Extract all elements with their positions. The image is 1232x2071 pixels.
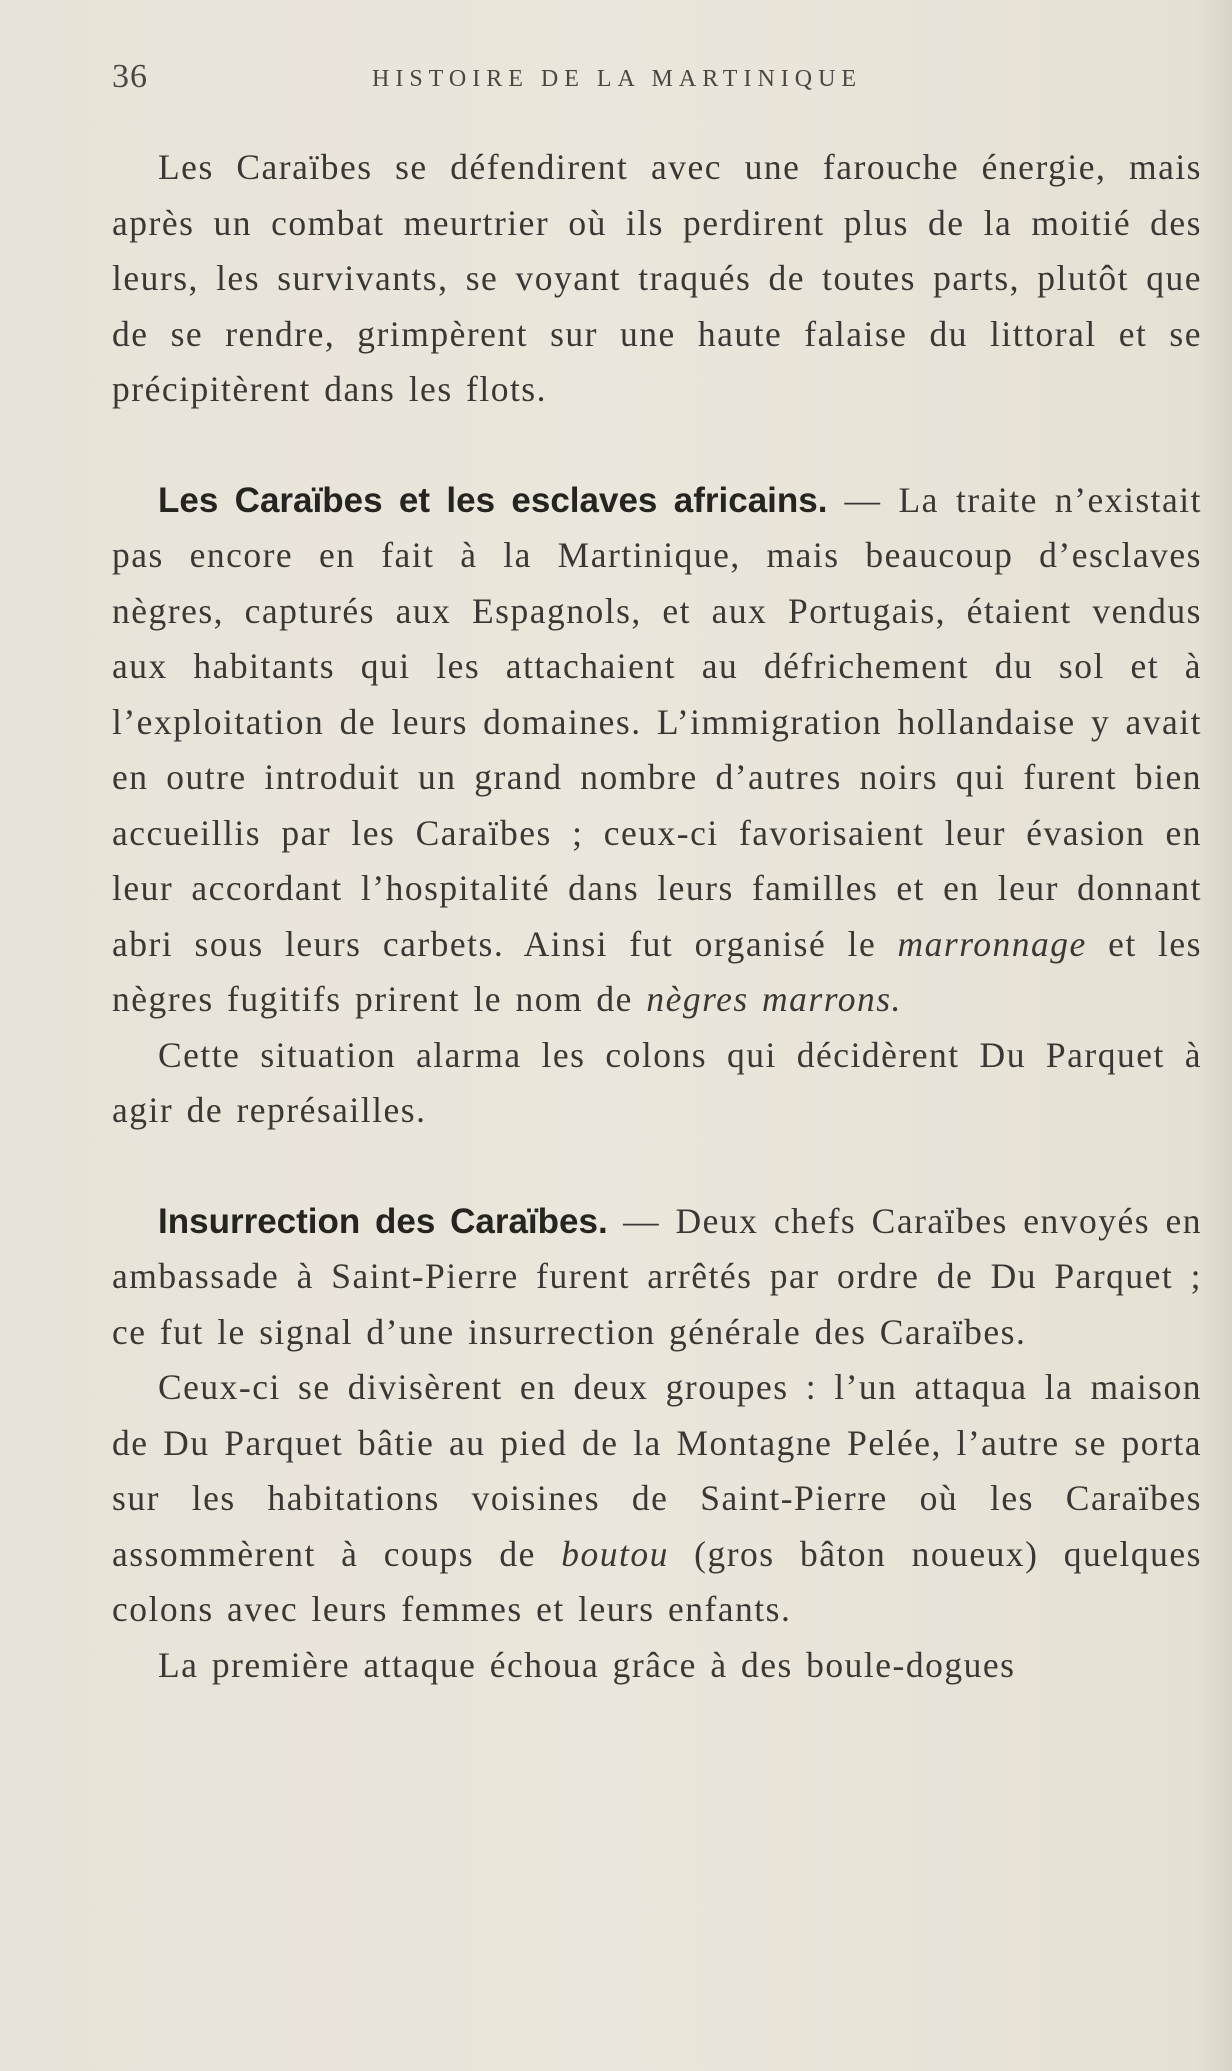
paragraph-caribs-and-slaves	[112, 473, 1202, 1028]
italic-term-marronnage: marronnage	[897, 923, 1087, 964]
page-header	[112, 58, 1202, 108]
paragraph-first-attack: La première attaque échoua grâce à des boule-dogues	[158, 1644, 1016, 1685]
paragraph-text: et les nègres fugitifs prirent le nom de	[112, 923, 1202, 1019]
body-text	[112, 140, 1202, 1693]
paragraph-text: Ceux-ci se divisèrent en deux groupes : l’un attaqua la maison de Du Parquet bâtie au pied de la Montagne Pelée, l’autre se porta sur les habitations voisines de Saint-Pierre où les Caraïbes assommèrent à coups de	[112, 1367, 1202, 1574]
section-heading-insurrection: Insurrection des Caraïbes.	[158, 1201, 608, 1241]
paragraph-text: (gros bâton noueux) quelques colons avec leurs femmes et leurs enfants.	[112, 1533, 1202, 1629]
paragraph-insurrection	[112, 1194, 1202, 1361]
paragraph-two-groups	[112, 1360, 1202, 1638]
paragraph-text: — Deux chefs Caraïbes envoyés en ambassade à Saint-Pierre furent arrêtés par ordre de Du Parquet ; ce fut le signal d’une insurrection générale des Caraïbes.	[112, 1200, 1202, 1352]
running-title: HISTOIRE DE LA MARTINIQUE	[372, 66, 863, 92]
paragraph-colonists-alarm: Cette situation alarma les colons qui décidèrent Du Parquet à agir de représailles.	[112, 1034, 1202, 1130]
page-number: 36	[112, 58, 148, 95]
italic-term-boutou: boutou	[561, 1533, 669, 1574]
italic-term-negres-marrons: nègres marrons.	[646, 979, 902, 1019]
section-heading-caribs-and-slaves: Les Caraïbes et les esclaves africains.	[158, 480, 828, 520]
paragraph-caribs-defense: Les Caraïbes se défendirent avec une farouche énergie, mais après un combat meurtrier où ils perdirent plus de la moitié des leurs, les survivants, se voyant traqués de toutes parts, plutôt que de se rendre, grimpèrent sur une haute falaise du littoral et se précipitèrent dans les flots.	[112, 147, 1202, 409]
paragraph-text: — La traite n’existait pas encore en fait à la Martinique, mais beaucoup d’esclaves nègres, capturés aux Espagnols, et aux Portugais, étaient vendus aux habitants qui les attachaient au défrichement du sol et à l’exploitation de leurs domaines. L’immigration hollandaise y avait en outre introduit un grand nombre d’autres noirs qui furent bien accueillis par les Caraïbes ; ceux-ci favorisaient leur évasion en leur accordant l’hospitalité dans leurs familles et en leur donnant abri sous leurs carbets. Ainsi fut organisé le	[112, 479, 1202, 964]
